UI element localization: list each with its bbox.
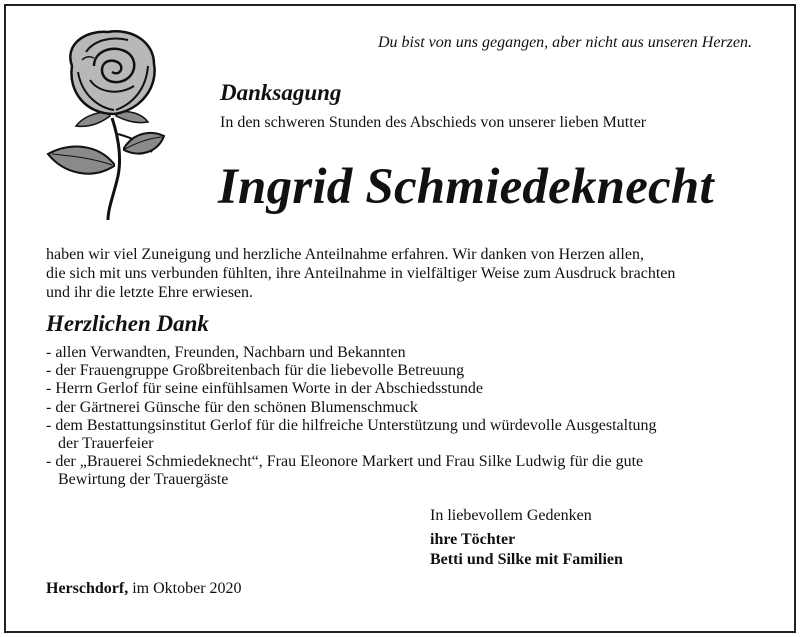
rose-leaf-right bbox=[124, 133, 164, 154]
signature-line: Betti und Silke mit Familien bbox=[430, 551, 623, 568]
rose-icon bbox=[42, 26, 172, 222]
thanks-item-continuation: der Trauerfeier bbox=[58, 435, 154, 453]
heading-herzlichen-dank: Herzlichen Dank bbox=[46, 311, 209, 336]
intro-line: In den schweren Stunden des Abschieds von unserer lieben Mutter bbox=[220, 114, 647, 131]
remembrance-line: In liebevollem Gedenken bbox=[430, 507, 592, 524]
signature-line: ihre Töchter bbox=[430, 531, 516, 548]
paragraph-line: haben wir viel Zuneigung und herzliche Anteilnahme erfahren. Wir danken von Herzen allen, bbox=[46, 246, 644, 263]
deceased-name: Ingrid Schmiedeknecht bbox=[218, 159, 714, 215]
paragraph-line: und ihr die letzte Ehre erwiesen. bbox=[46, 284, 254, 301]
thanks-item-continuation: Bewirtung der Trauergäste bbox=[58, 471, 229, 489]
closing-block bbox=[430, 506, 623, 570]
heading-danksagung: Danksagung bbox=[220, 80, 342, 105]
thanks-item: - dem Bestattungsinstitut Gerlof für die hilfreiche Unterstützung und würdevolle Ausgestaltung bbox=[46, 416, 657, 434]
place-date-line bbox=[46, 580, 242, 598]
thanks-item: - der „Brauerei Schmiedeknecht“, Frau Eleonore Markert und Frau Silke Ludwig für die gute bbox=[46, 453, 644, 471]
gratitude-paragraph bbox=[46, 245, 766, 302]
thanks-item: - allen Verwandten, Freunden, Nachbarn und Bekannten bbox=[46, 344, 406, 361]
rose-leaf-left bbox=[48, 147, 114, 174]
date-text: im Oktober 2020 bbox=[128, 580, 242, 597]
thanks-item: - Herrn Gerlof für seine einfühlsamen Worte in der Abschiedsstunde bbox=[46, 380, 483, 398]
thanks-item: - der Frauengruppe Großbreitenbach für die liebevolle Betreuung bbox=[46, 362, 465, 380]
motto-line: Du bist von uns gegangen, aber nicht aus unseren Herzen. bbox=[377, 34, 752, 51]
place-name: Herschdorf, bbox=[46, 580, 129, 597]
thanks-item: - der Gärtnerei Günsche für den schönen Blumenschmuck bbox=[46, 398, 418, 416]
paragraph-line: die sich mit uns verbunden fühlten, ihre Anteilnahme in vielfältiger Weise zum Ausdruck brachten bbox=[46, 265, 676, 282]
thanks-list bbox=[46, 344, 766, 490]
